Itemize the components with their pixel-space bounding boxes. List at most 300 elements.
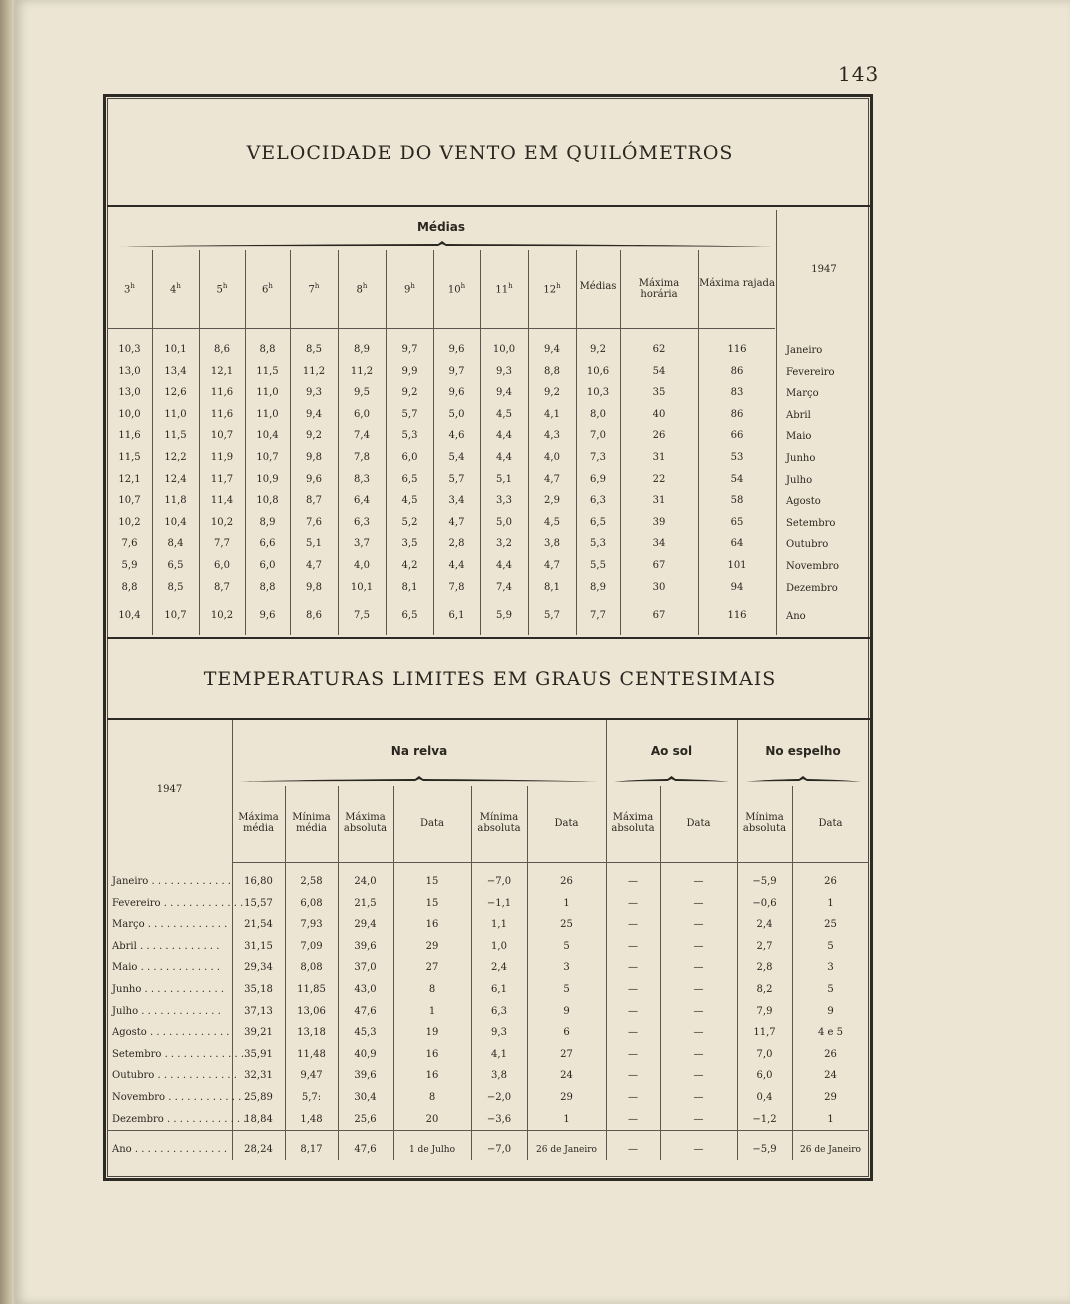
wind-cell: 5,0 [448, 408, 465, 420]
wind-cell: 101 [727, 560, 747, 571]
temp-col-header: Mínima absoluta [477, 812, 521, 834]
wind-cell: 4,2 [401, 560, 418, 571]
wind-col-header: 9$^h$ [404, 282, 415, 296]
wind-cell: 8,4 [167, 538, 184, 550]
wind-cell: 8,9 [590, 581, 606, 593]
temp-total-cell: −5,9 [752, 1144, 777, 1155]
wind-cell: 10,7 [118, 495, 141, 507]
wind-cell: 5,3 [590, 538, 606, 550]
temp-cell: 29 [425, 940, 439, 952]
wind-month-label: Julho [786, 474, 813, 486]
wind-cell: 11,2 [350, 365, 374, 377]
temp-month-name: Janeiro [112, 876, 149, 887]
temp-cell: 5 [827, 940, 834, 952]
wind-cell: 10,8 [256, 495, 279, 507]
wind-total-cell: 6,1 [448, 610, 465, 621]
wind-cell: 9,3 [306, 387, 322, 399]
wind-month-label: Março [786, 388, 819, 400]
temp-cell: 3,8 [491, 1070, 507, 1082]
wind-cell: 11,2 [302, 365, 326, 377]
wind-cell: 64 [730, 538, 744, 550]
temp-cell: 21,5 [354, 897, 377, 909]
wind-month-label: Abril [786, 409, 811, 421]
temp-cell: 4,1 [491, 1048, 507, 1060]
wind-cell: 9,3 [496, 365, 512, 377]
wind-cell: 10,3 [118, 344, 141, 355]
temp-cell: — [628, 940, 638, 952]
wind-cell: 8,7 [214, 581, 230, 593]
temp-cell: −3,6 [486, 1113, 512, 1125]
wind-total-cell: 67 [652, 610, 666, 621]
wind-cell: 7,7 [214, 538, 230, 550]
temp-cell: 2,4 [756, 919, 773, 931]
wind-cell: 65 [730, 516, 744, 528]
wind-cell: 31 [652, 495, 666, 507]
temp-cell: 24,0 [354, 876, 377, 887]
wind-mid-rule [107, 637, 872, 639]
temp-cell: 2,58 [300, 876, 323, 887]
temp-cell: 5 [827, 984, 834, 995]
wind-cell: 3,4 [448, 495, 465, 507]
temp-cell: 5 [563, 940, 570, 952]
wind-month-label: Maio [786, 431, 812, 443]
temp-year-label: 1947 [156, 784, 183, 795]
temp-cell: 7,93 [300, 919, 323, 931]
temp-cell: 31,15 [244, 940, 273, 952]
wind-total-cell: 116 [727, 610, 747, 621]
wind-col-header: 11$^h$ [495, 282, 513, 296]
wind-cell: 13,0 [118, 365, 141, 377]
wind-cell: 53 [730, 452, 744, 463]
temp-cell: 29,4 [354, 919, 377, 931]
temp-cell: 6,3 [491, 1005, 507, 1017]
temp-cell: 7,0 [756, 1048, 773, 1060]
wind-cell: 94 [730, 581, 744, 593]
wind-total-cell: 7,7 [590, 610, 606, 621]
wind-month-label: Outubro [786, 539, 829, 551]
wind-cell: 8,1 [401, 581, 418, 593]
wind-cell: 6,9 [590, 473, 606, 485]
temp-cell: 15 [425, 897, 439, 909]
temp-cell: 37,0 [354, 962, 377, 974]
wind-cell: 10,4 [164, 516, 187, 528]
wind-cell: 67 [652, 560, 666, 571]
temp-month-label [112, 1027, 230, 1038]
temp-group-brace [745, 776, 861, 786]
wind-total-cell: 7,5 [354, 610, 370, 621]
leader-dots: . . . . . . . . . . . . . [137, 962, 221, 974]
wind-cell: 5,2 [401, 516, 418, 528]
wind-cell: 30 [652, 581, 666, 593]
wind-total-cell: 5,7 [544, 610, 560, 621]
temp-cell: 11,85 [297, 984, 326, 995]
wind-cell: 7,8 [354, 452, 370, 463]
temp-cell: — [628, 919, 638, 931]
wind-col-divider [338, 250, 339, 635]
leader-dots: . . . . . . . . . . . . . [160, 897, 244, 909]
temp-top-rule [107, 718, 872, 720]
leader-dots: . . . . . . . . . . . . . [154, 1070, 237, 1082]
temp-cell: 9,3 [491, 1027, 507, 1039]
temp-cell: 29 [560, 1092, 573, 1103]
temp-col-header: Máxima absoluta [343, 812, 388, 834]
wind-group-label: Médias [416, 220, 466, 234]
temp-group-brace [240, 776, 598, 786]
wind-cell: 10,7 [256, 452, 279, 463]
wind-col-divider [528, 250, 529, 635]
temp-cell: 1,0 [491, 940, 507, 952]
wind-cell: 3,8 [544, 538, 560, 550]
wind-month-label: Janeiro [786, 345, 823, 356]
wind-cell: 6,6 [259, 538, 276, 550]
temp-cell: 39,6 [354, 1070, 377, 1082]
wind-month-label: Junho [786, 453, 816, 464]
temp-col-header: Máxima média [238, 812, 279, 834]
temp-cell: — [693, 940, 704, 952]
temp-cell: — [693, 1048, 704, 1060]
wind-cell: 4,0 [354, 560, 370, 571]
wind-cell: 4,7 [306, 560, 322, 571]
wind-cell: 10,2 [118, 516, 141, 528]
temp-cell: 15,57 [244, 897, 273, 909]
temp-cell: 13,06 [297, 1005, 326, 1017]
leader-dots: . . . . . . . . . . . . . [148, 876, 231, 887]
wind-month-label: Dezembro [786, 582, 838, 594]
wind-cell: 5,9 [121, 560, 138, 571]
wind-month-label: Fevereiro [786, 366, 835, 378]
wind-cell: 9,4 [306, 408, 322, 420]
wind-cell: 9,9 [401, 365, 418, 377]
temp-cell: — [628, 1070, 638, 1082]
temp-cell: 8 [428, 984, 436, 995]
temp-total-name: Ano [112, 1144, 132, 1155]
temp-cell: — [628, 897, 638, 909]
wind-cell: 12,1 [210, 365, 234, 377]
wind-cell: 11,5 [256, 365, 279, 377]
temp-cell: — [693, 876, 704, 887]
temp-month-name: Abril [112, 940, 137, 952]
wind-col-header: 10$^h$ [447, 282, 466, 296]
temp-col-header: Mínima média [292, 812, 331, 834]
temp-cell: 16 [425, 1048, 439, 1060]
wind-cell: 8,8 [121, 581, 138, 593]
leader-dots: . . . . . . . . . . . . . [161, 1048, 245, 1060]
temp-cell: 2,4 [491, 962, 507, 974]
temp-total-cell: 47,6 [354, 1144, 377, 1155]
wind-col-divider [245, 250, 246, 635]
temp-cell: −5,9 [752, 876, 777, 887]
wind-cell: 8,6 [214, 344, 230, 355]
temp-cell: — [693, 1027, 704, 1039]
wind-total-cell: 6,5 [401, 610, 418, 621]
temp-month-name: Outubro [112, 1070, 155, 1082]
wind-cell: 9,2 [590, 344, 606, 355]
temp-cell: — [628, 876, 638, 887]
wind-cell: 11,4 [210, 495, 234, 507]
wind-cell: 10,0 [492, 344, 516, 355]
wind-cell: 6,4 [354, 495, 370, 507]
wind-cell: 83 [730, 387, 744, 399]
temp-cell: 32,31 [244, 1070, 273, 1082]
wind-month-label: Setembro [786, 517, 836, 529]
temp-cell: 39,21 [244, 1027, 273, 1039]
temp-group-brace [614, 776, 729, 786]
temp-month-label [112, 919, 230, 930]
temp-cell: 8,2 [756, 984, 773, 995]
wind-col-header: Médias [579, 281, 617, 292]
wind-cell: 6,0 [354, 408, 370, 420]
wind-cell: 10,6 [586, 365, 610, 377]
wind-cell: 58 [730, 495, 744, 507]
temp-cell: 1 [827, 897, 834, 909]
wind-cell: 9,2 [306, 430, 322, 442]
temp-month-label [112, 1006, 230, 1017]
wind-col-divider [152, 250, 153, 635]
temp-cell: — [693, 1070, 704, 1082]
wind-cell: 11,6 [210, 387, 234, 399]
temp-cell: 24 [560, 1070, 573, 1082]
wind-cell: 10,0 [118, 408, 141, 420]
temp-month-name: Dezembro [112, 1113, 164, 1125]
wind-cell: 9,8 [306, 452, 322, 463]
temp-cell: 6,1 [491, 984, 507, 995]
temp-cell: 16 [425, 919, 439, 931]
wind-cell: 35 [652, 387, 666, 399]
wind-cell: 4,1 [544, 408, 560, 420]
wind-cell: 12,2 [164, 452, 187, 463]
temp-month-label [112, 984, 230, 995]
temp-cell: 13,18 [297, 1027, 326, 1039]
wind-cell: 13,0 [118, 387, 141, 399]
wind-col-divider [433, 250, 434, 635]
temp-group-label: Na relva [390, 744, 448, 758]
temp-cell: 7,09 [300, 940, 323, 952]
temp-cell: 11,7 [753, 1027, 776, 1039]
wind-month-label: Agosto [786, 496, 821, 508]
temp-cell: — [693, 962, 704, 974]
temp-cell: −1,2 [752, 1113, 777, 1125]
wind-total-cell: 9,6 [259, 610, 276, 621]
leader-dots: . . . . . . . . . . . . . [144, 919, 228, 931]
wind-cell: 3,3 [496, 495, 512, 507]
wind-cell: 6,5 [167, 560, 184, 571]
wind-cell: 9,8 [306, 581, 322, 593]
wind-col-header: Máxima rajada [699, 278, 775, 289]
temp-month-name: Novembro [112, 1092, 166, 1103]
wind-cell: 9,4 [544, 344, 560, 355]
wind-cell: 86 [730, 408, 744, 420]
temp-cell: 37,13 [244, 1005, 273, 1017]
wind-cell: 2,8 [448, 538, 465, 550]
wind-cell: 22 [652, 473, 666, 485]
temp-cell: 0,4 [756, 1092, 773, 1103]
temp-month-label [112, 941, 230, 952]
leader-dots: . . . . . . . . . . . . . [141, 984, 225, 995]
wind-col-divider [698, 250, 699, 635]
wind-cell: 5,0 [496, 516, 512, 528]
wind-col-divider [199, 250, 200, 635]
temp-group-label: Ao sol [650, 744, 693, 758]
temp-cell: −2,0 [486, 1092, 512, 1103]
wind-cell: 7,4 [354, 430, 370, 442]
wind-cell: 6,3 [590, 495, 606, 507]
temp-cell: 3 [563, 962, 570, 974]
temp-cell: 4 e 5 [818, 1027, 843, 1039]
temp-cell: — [693, 1005, 704, 1017]
temp-cell: 6,0 [756, 1070, 773, 1082]
temp-cell: 25,6 [354, 1113, 377, 1125]
wind-cell: 40 [652, 408, 666, 420]
wind-cell: 3,2 [496, 538, 512, 550]
wind-cell: 6,3 [354, 516, 370, 528]
temp-cell: 29 [824, 1092, 837, 1103]
wind-cell: 5,3 [401, 430, 418, 442]
wind-cell: 5,7 [401, 408, 418, 420]
wind-cell: 86 [730, 365, 744, 377]
temp-col-header: Data [818, 818, 843, 829]
wind-group-brace [112, 241, 772, 251]
temp-cell: 27 [560, 1048, 573, 1060]
temp-cell: 16,80 [244, 876, 273, 887]
temp-month-label [112, 1070, 237, 1082]
temp-cell: 9,47 [300, 1070, 323, 1082]
temp-col-header: Data [554, 818, 579, 829]
temp-cell: — [628, 984, 638, 995]
wind-cell: 7,6 [121, 538, 138, 550]
temp-cell: 8 [428, 1092, 436, 1103]
wind-cell: 12,4 [164, 473, 187, 485]
wind-cell: 5,7 [448, 473, 465, 485]
wind-cell: 9,6 [448, 344, 465, 355]
temp-cell: 35,91 [244, 1048, 273, 1060]
temp-cell: 30,4 [354, 1092, 377, 1103]
temp-cell: 7,9 [756, 1005, 773, 1017]
leader-dots: . . . . . . . . . . . . . [146, 1027, 230, 1039]
temp-month-name: Julho [112, 1005, 139, 1017]
wind-col-divider [480, 250, 481, 635]
temp-cell: — [628, 1005, 638, 1017]
wind-cell: 4,0 [544, 452, 560, 463]
wind-cell: 10,3 [586, 387, 610, 399]
temp-group-label: No espelho [765, 744, 841, 758]
temp-cell: 20 [425, 1113, 439, 1125]
temp-cell: 27 [425, 962, 439, 974]
wind-col-header: 7$^h$ [308, 282, 320, 296]
temp-month-label [112, 1113, 247, 1125]
temp-cell: 24 [824, 1070, 837, 1082]
temp-total-cell: — [628, 1144, 638, 1155]
temperature-title: TEMPERATURAS LIMITES EM GRAUS CENTESIMAIS [203, 668, 777, 690]
temp-cell: 26 [824, 876, 837, 887]
wind-cell: 4,5 [544, 516, 560, 528]
temp-cell: 1,48 [300, 1113, 323, 1125]
temp-cell: 40,9 [354, 1048, 377, 1060]
wind-cell: 54 [652, 365, 666, 377]
wind-cell: 4,5 [496, 408, 512, 420]
temp-cell: 26 [824, 1048, 837, 1060]
wind-cell: 9,5 [354, 387, 370, 399]
temp-month-name: Fevereiro [112, 897, 161, 909]
wind-cell: 3,5 [401, 538, 418, 550]
temp-cell: — [628, 1092, 638, 1103]
temp-col-header: Mínima absoluta [742, 812, 787, 834]
wind-cell: 31 [652, 452, 666, 463]
wind-cell: 8,5 [306, 344, 322, 355]
wind-cell: 7,8 [448, 581, 465, 593]
leader-dots: . . . . . . . . . . . . . [163, 1113, 247, 1125]
wind-top-rule [107, 205, 872, 207]
wind-cell: 11,6 [210, 408, 234, 420]
wind-header-rule [107, 328, 775, 329]
wind-col-divider [576, 250, 577, 635]
wind-cell: 5,4 [448, 452, 465, 463]
wind-cell: 4,5 [401, 495, 418, 507]
temp-header-rule [232, 862, 869, 863]
wind-cell: 116 [727, 344, 747, 355]
wind-cell: 8,8 [259, 581, 276, 593]
temp-cell: −0,6 [752, 897, 777, 909]
temp-cell: 16 [425, 1070, 439, 1082]
wind-cell: 8,8 [259, 344, 276, 355]
wind-cell: 9,4 [496, 387, 512, 399]
wind-cell: 9,6 [306, 473, 322, 485]
wind-cell: 9,2 [544, 387, 560, 399]
wind-cell: 10,4 [256, 430, 279, 442]
wind-col-header: 5$^h$ [216, 282, 228, 296]
temp-cell: — [628, 1113, 638, 1125]
wind-cell: 34 [652, 538, 666, 550]
wind-cell: 39 [652, 516, 666, 528]
wind-cell: 10,9 [256, 473, 279, 485]
wind-total-cell: 5,9 [496, 610, 512, 621]
temp-cell: 1 [827, 1113, 834, 1125]
temp-cell: 21,54 [244, 919, 273, 931]
temp-cell: 6,08 [300, 897, 323, 909]
wind-cell: 9,6 [448, 387, 465, 399]
wind-cell: 11,0 [256, 387, 279, 399]
wind-month-label: Novembro [786, 561, 840, 572]
temp-total-cell: 26 de Janeiro [536, 1145, 597, 1155]
temp-total-cell: 1 de Julho [408, 1145, 456, 1155]
leader-dots: . . . . . . . . . . . . . . . [131, 1144, 228, 1155]
wind-col-divider [620, 250, 621, 635]
temp-cell: 6 [563, 1027, 570, 1039]
wind-cell: 4,3 [544, 430, 560, 442]
wind-col-header: Máxima horária [638, 278, 680, 300]
wind-cell: 62 [652, 344, 666, 355]
temp-cell: 11,48 [297, 1048, 326, 1060]
wind-cell: 10,1 [164, 344, 187, 355]
temp-cell: 5,7: [301, 1092, 322, 1103]
temp-total-cell: −7,0 [486, 1144, 512, 1155]
wind-cell: 11,7 [210, 473, 234, 485]
wind-title: VELOCIDADE DO VENTO EM QUILÓMETROS [246, 142, 734, 164]
wind-total-cell: 10,2 [210, 610, 234, 621]
wind-cell: 10,7 [210, 430, 234, 442]
temp-col-header: Data [420, 818, 444, 829]
temp-cell: 39,6 [354, 940, 377, 952]
temp-cell: 1 [563, 897, 570, 909]
temp-cell: −1,1 [486, 897, 512, 909]
temp-cell: 29,34 [244, 962, 273, 974]
temp-cell: 2,8 [756, 962, 773, 974]
temp-month-label [112, 1048, 245, 1060]
wind-cell: 4,7 [544, 560, 560, 571]
temp-total-cell: — [693, 1144, 704, 1155]
wind-col-divider [386, 250, 387, 635]
leader-dots: . . . . . . . . . . . . . [136, 940, 220, 952]
wind-cell: 8,7 [306, 495, 322, 507]
